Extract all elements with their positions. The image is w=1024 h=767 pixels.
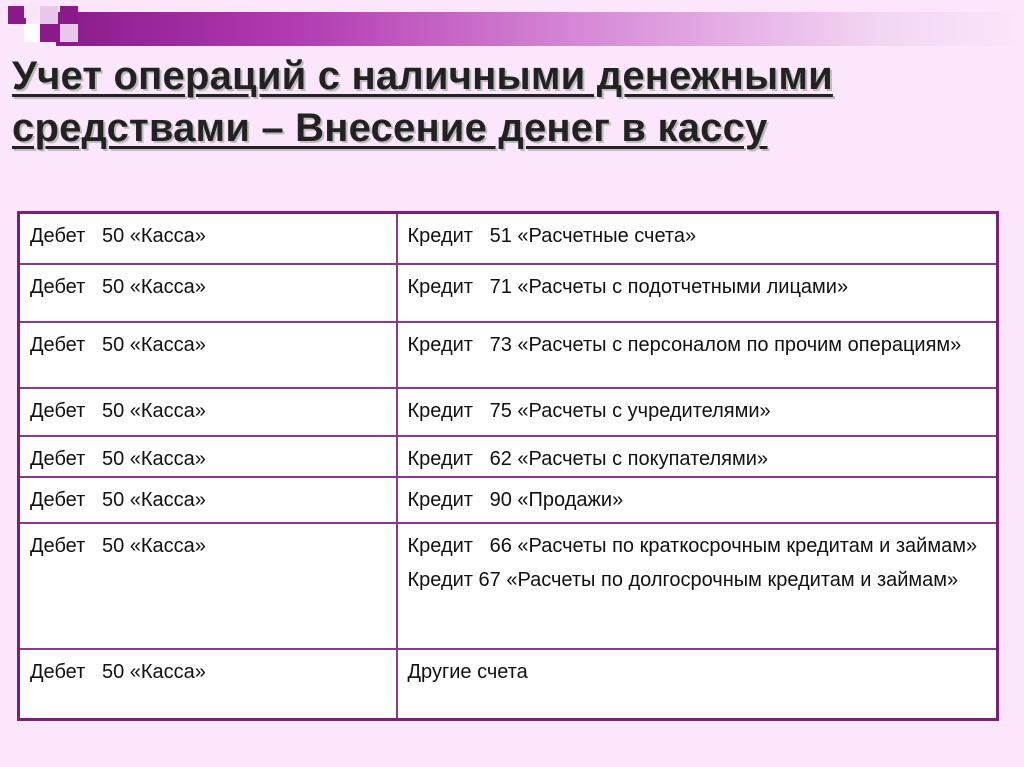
table-row: [19, 264, 998, 322]
table-row: [19, 213, 998, 264]
credit-cell: Кредит 62 «Расчеты с покупателями»: [397, 436, 998, 477]
table-row: [19, 649, 998, 720]
debit-cell: Дебет 50 «Касса»: [19, 649, 397, 720]
debit-cell: Дебет 50 «Касса»: [19, 523, 397, 649]
decor-square: [60, 6, 78, 24]
decor-square: [60, 24, 78, 42]
credit-cell: Кредит 66 «Расчеты по краткосрочным кредитам и займам» Кредит 67 «Расчеты по долгосрочным кредитам и займам»: [397, 523, 998, 649]
decor-square: [40, 6, 58, 24]
credit-cell: Кредит 75 «Расчеты с учредителями»: [397, 388, 998, 436]
table-row: [19, 322, 998, 388]
debit-cell: Дебет 50 «Касса»: [19, 477, 397, 523]
header-gradient-bar: [56, 12, 1024, 46]
slide-title: Учет операций с наличными денежными средствами – Внесение денег в кассу: [12, 54, 833, 150]
table-row: [19, 436, 998, 477]
credit-cell: Кредит 51 «Расчетные счета»: [397, 213, 998, 264]
table-row: [19, 523, 998, 649]
debit-cell: Дебет 50 «Касса»: [19, 264, 397, 322]
credit-cell: Другие счета: [397, 649, 998, 720]
credit-cell: Кредит 71 «Расчеты с подотчетными лицами»: [397, 264, 998, 322]
credit-cell: Кредит 73 «Расчеты с персоналом по прочим операциям»: [397, 322, 998, 388]
decor-square: [24, 4, 38, 18]
debit-cell: Дебет 50 «Касса»: [19, 436, 397, 477]
credit-cell: Кредит 90 «Продажи»: [397, 477, 998, 523]
accounting-entries-table: [17, 211, 999, 721]
decor-square: [40, 24, 58, 42]
debit-cell: Дебет 50 «Касса»: [19, 322, 397, 388]
table-row: [19, 477, 998, 523]
debit-cell: Дебет 50 «Касса»: [19, 388, 397, 436]
table-row: [19, 388, 998, 436]
debit-cell: Дебет 50 «Касса»: [19, 213, 397, 264]
